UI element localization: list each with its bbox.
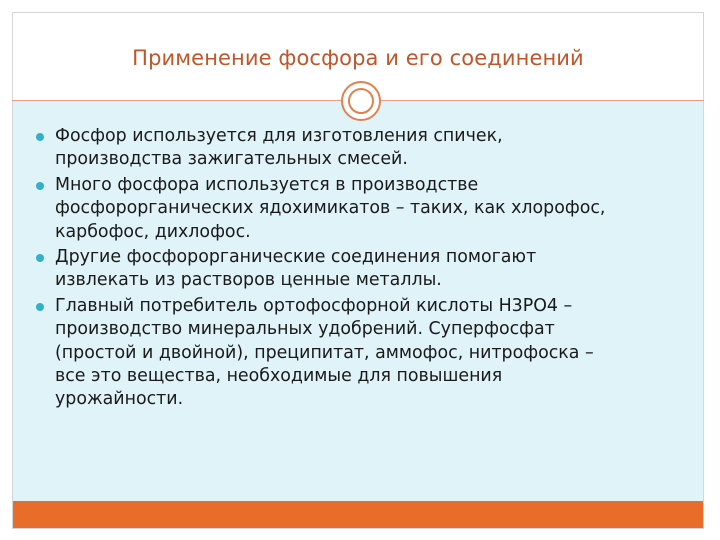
bullet-item [34, 246, 694, 293]
bullet-line: производство минеральных удобрений. Суперфосфат [55, 319, 555, 340]
ornament-inner-ring [348, 88, 374, 114]
bullet-line: Другие фосфорорганические соединения помогают [55, 247, 537, 268]
bullet-dot-icon [36, 182, 44, 190]
bullet-line: Фосфор используется для изготовления спичек, [55, 126, 503, 146]
bullet-line: производства зажигательных смесей. [55, 149, 408, 170]
bullet-item [34, 295, 694, 412]
footer-accent-bar [13, 501, 703, 528]
bullet-line: фосфорорганических ядохимикатов – таких, как хлорофос, [55, 198, 606, 219]
bullet-line: карбофос, дихлофос. [55, 221, 251, 242]
bullet-list [34, 125, 694, 414]
bullet-line: (простой и двойной), преципитат, аммофос, нитрофоска – [55, 342, 594, 363]
bullet-line: Много фосфора используется в производстве [55, 174, 479, 195]
double-ring-ornament-icon [341, 81, 381, 121]
bullet-dot-icon [36, 133, 44, 141]
bullet-item [34, 174, 694, 244]
bullet-dot-icon [36, 303, 44, 311]
bullet-line: все это вещества, необходимые для повышения [55, 366, 503, 387]
slide-title: Применение фосфора и его соединений [132, 45, 584, 70]
bullet-item [34, 125, 694, 172]
bullet-line: извлекать из растворов ценные металлы. [55, 270, 442, 291]
bullet-line: урожайности. [55, 389, 184, 410]
bullet-line: Главный потребитель ортофосфорной кислоты Н3РО4 – [55, 295, 573, 316]
bullet-dot-icon [36, 254, 44, 262]
